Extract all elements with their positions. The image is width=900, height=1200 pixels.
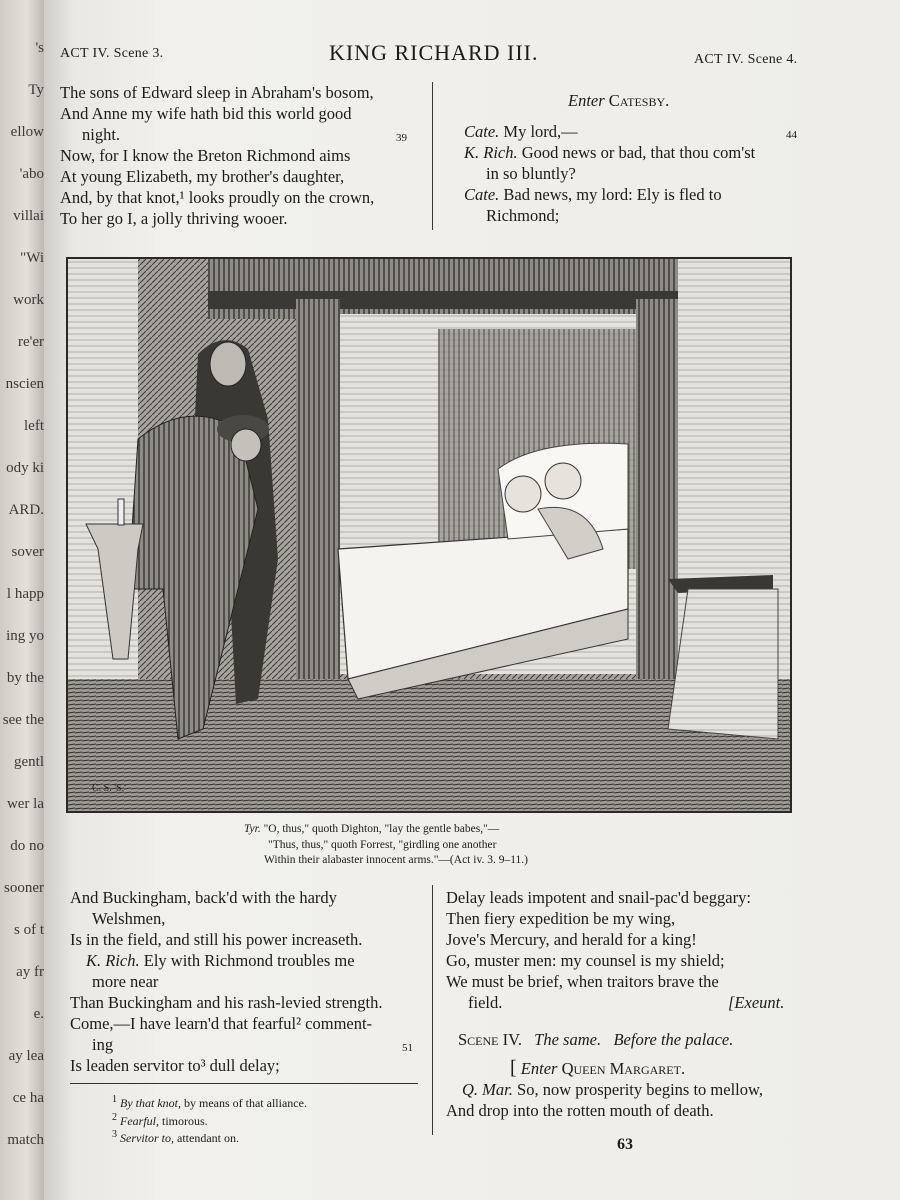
verse-line: more near: [92, 972, 159, 991]
verse-line: Go, muster men: my counsel is my shield;: [446, 951, 725, 970]
speech-line: [464, 184, 804, 205]
adjacent-page-fragment: l happ: [6, 586, 44, 602]
speech-text: My lord,—: [503, 122, 578, 141]
caption-line: [244, 822, 528, 838]
adjacent-page-fragment: re'er: [17, 334, 44, 350]
caption-text: "O, thus," quoth Dighton, "lay the gentle babes,"—: [263, 823, 500, 835]
speech-line: [464, 142, 804, 163]
stage-bracket: [: [510, 1057, 517, 1079]
speech-line: in so bluntly?: [486, 164, 576, 183]
speech-line: [464, 121, 804, 142]
speaker-name: Cate.: [464, 185, 500, 204]
adjacent-page-fragment: ellow: [10, 124, 44, 140]
footnote-term: Fearful,: [120, 1113, 159, 1128]
footnote-term: By that knot,: [120, 1096, 181, 1110]
adjacent-page-fragment: ce ha: [12, 1090, 44, 1106]
footnote-mark: 1: [112, 1094, 117, 1105]
running-header-right: ACT IV. Scene 4.: [694, 52, 798, 67]
footnote-term: Servitor to,: [120, 1131, 174, 1145]
speech-line: [70, 950, 420, 971]
footnote: [112, 1128, 307, 1146]
adjacent-page-fragment: nscien: [5, 376, 44, 392]
adjacent-page-fragment: ARD.: [8, 502, 44, 518]
verse-line: ing 51: [70, 1034, 420, 1055]
candle: [118, 499, 124, 525]
adjacent-page-fragment: by the: [6, 670, 44, 686]
verse-line: Now, for I know the Breton Richmond aims: [60, 146, 351, 165]
illustration-drawing: [68, 259, 790, 811]
stage-direction: [464, 90, 804, 111]
book-page: [44, 0, 900, 1200]
stage-direction-name: Queen Margaret.: [561, 1059, 686, 1078]
caption-line: Within their alabaster innocent arms."—(Act iv. 3. 9–11.): [264, 854, 528, 866]
scene-heading: [446, 1029, 806, 1050]
adjacent-page-fragment: left: [24, 418, 44, 434]
adjacent-page-fragment: do no: [10, 838, 44, 854]
adjacent-page-fragment: sover: [11, 544, 44, 560]
adjacent-page-fragment: s of t: [14, 922, 44, 938]
verse-line: And Buckingham, back'd with the hardy: [70, 888, 337, 907]
speech-text: Good news or bad, that thou com'st: [521, 143, 756, 162]
adjacent-page-fragment: see the: [2, 712, 44, 728]
verse-line: field. [Exeunt.: [468, 993, 785, 1012]
verse-line: The sons of Edward sleep in Abraham's bosom,: [60, 83, 374, 102]
running-header-left: ACT IV. Scene 3.: [60, 46, 164, 61]
figure-forrest-face: [231, 429, 261, 461]
column-rule-top: [432, 82, 433, 230]
verse-line: night. 39: [60, 124, 420, 145]
line-number: 39: [396, 132, 407, 144]
line-number: 44: [786, 129, 797, 141]
illustration-signature: C. S. 'S.': [92, 783, 126, 794]
footnote-rule: [70, 1083, 418, 1084]
speaker-name: K. Rich.: [464, 143, 518, 162]
footnote-gloss: by means of that alliance.: [183, 1096, 307, 1110]
stage-direction-exeunt: [Exeunt.: [728, 993, 785, 1012]
speaker-name: Cate.: [464, 122, 500, 141]
illustration-caption: [244, 822, 528, 869]
footnotes: [112, 1093, 307, 1146]
verse-line: And, by that knot,¹ looks proudly on the crown,: [60, 188, 375, 207]
verse-line: Come,—I have learn'd that fearful² comment-: [70, 1014, 373, 1033]
adjacent-page-fragment: 's: [35, 40, 44, 56]
speech-line: And drop into the rotten mouth of death.: [446, 1101, 714, 1120]
verse-line: Jove's Mercury, and herald for a king!: [446, 930, 697, 949]
speaker-name: Q. Mar.: [462, 1080, 513, 1099]
footnote-gloss: timorous.: [162, 1113, 208, 1128]
crossbeam: [208, 291, 708, 309]
footnote: [112, 1093, 307, 1111]
right-post: [636, 299, 678, 699]
adjacent-page-fragment: match: [7, 1132, 44, 1148]
adjacent-page-fragment: ay lea: [8, 1048, 44, 1064]
footnote: [112, 1111, 307, 1129]
top-right-column: [464, 90, 804, 226]
stage-direction-enter: Enter: [568, 91, 605, 110]
line-number: 51: [402, 1042, 413, 1054]
footnote-mark: 2: [112, 1111, 117, 1123]
stage-direction-enter: Enter: [520, 1059, 558, 1078]
speech-text: So, now prosperity begins to mellow,: [517, 1080, 763, 1099]
bottom-right-column: [446, 887, 806, 1121]
adjacent-page-fragment: villai: [13, 208, 44, 224]
child-head-1: [505, 476, 541, 512]
verse-line: Then fiery expedition be my wing,: [446, 909, 676, 928]
adjacent-page-fragment: wer la: [6, 796, 44, 812]
adjacent-page-fragment: Ty: [28, 82, 44, 98]
verse-line: To her go I, a jolly thriving wooer.: [60, 209, 288, 228]
adjacent-page-fragment: ay fr: [16, 964, 44, 980]
speech-text: Ely with Richmond troubles me: [143, 951, 355, 970]
engraved-illustration: [66, 257, 792, 813]
footnote-mark: 3: [112, 1129, 117, 1140]
bottom-left-column: [70, 887, 420, 1076]
adjacent-page-fragment: ing yo: [6, 628, 44, 644]
speech-text: Bad news, my lord: Ely is fled to: [503, 185, 722, 204]
caption-speaker: Tyr.: [244, 823, 261, 835]
adjacent-page-edge: [0, 0, 44, 1200]
verse-line: And Anne my wife hath bid this world good: [60, 104, 352, 123]
running-header-title: KING RICHARD III.: [329, 40, 539, 65]
footnote-gloss: attendant on.: [177, 1131, 239, 1145]
verse-line: We must be brief, when traitors brave the: [446, 972, 719, 991]
speaker-name: K. Rich.: [86, 951, 140, 970]
child-head-2: [545, 463, 581, 499]
verse-line: At young Elizabeth, my brother's daughter,: [60, 167, 345, 186]
verse-line: Delay leads impotent and snail-pac'd beggary:: [446, 888, 751, 907]
adjacent-page-fragment: gentl: [14, 754, 44, 770]
top-left-column: [60, 82, 420, 229]
adjacent-page-fragment: sooner: [4, 880, 44, 896]
verse-line: Than Buckingham and his rash-levied strength.: [70, 993, 383, 1012]
left-post: [296, 299, 340, 699]
speech-line: [446, 1079, 806, 1100]
adjacent-page-fragment: work: [13, 292, 44, 308]
speech-line: Richmond;: [486, 206, 560, 225]
column-rule-bottom: [432, 885, 433, 1135]
stage-direction-name: Catesby.: [608, 91, 670, 110]
chair-cloth: [668, 589, 778, 739]
adjacent-page-fragment: "Wi: [20, 250, 44, 266]
scene-number: Scene IV.: [458, 1030, 523, 1049]
verse-line: Is leaden servitor to³ dull delay;: [70, 1056, 280, 1075]
verse-line: Is in the field, and still his power increaseth.: [70, 930, 363, 949]
ceiling-beams: [208, 259, 708, 319]
caption-line: "Thus, thus," quoth Forrest, "girdling one another: [268, 838, 497, 851]
adjacent-page-fragment: ody ki: [6, 460, 44, 476]
verse-line: Welshmen,: [92, 909, 166, 928]
figure-dighton-face: [210, 342, 246, 386]
page-number: 63: [617, 1136, 633, 1153]
stage-direction: [446, 1058, 806, 1079]
scene-place: The same. Before the palace.: [534, 1030, 734, 1049]
adjacent-page-fragment: 'abo: [19, 166, 44, 182]
adjacent-page-fragment: e.: [33, 1006, 44, 1022]
